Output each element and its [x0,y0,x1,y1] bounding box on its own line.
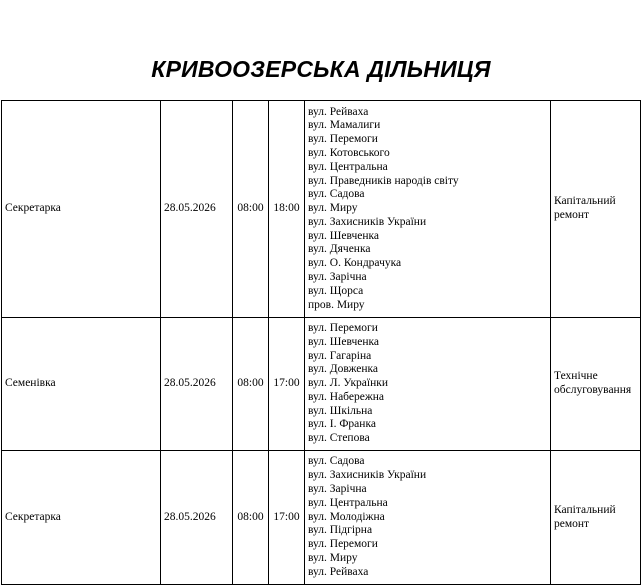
date-cell: 28.05.2026 [161,318,233,451]
street-item: вул. Зарічна [308,483,367,495]
street-item: вул. Садова [308,188,365,201]
street-item: вул. І. Франка [308,418,376,431]
street-item: вул. Рейваха [308,105,369,118]
street-item: вул. Садова [308,455,365,468]
street-item: вул. Центральна [308,160,388,173]
end-time-cell: 18:00 [269,101,305,318]
street-item: вул. Перемоги [308,538,378,551]
locality-cell: Семенівка [2,318,161,451]
table-row [2,451,641,585]
street-item: вул. Перемоги [308,321,378,334]
street-item: вул. Підгірна [308,524,373,537]
street-item: вул. Шкільна [308,404,373,417]
end-time-cell: 17:00 [269,318,305,451]
street-item: вул. Захисників України [308,469,427,482]
streets-cell [305,101,551,318]
street-item: вул. Дяченка [308,243,371,256]
street-item: вул. Довженка [308,363,379,376]
street-item: вул. Гагаріна [308,349,372,362]
locality-cell: Секретарка [2,451,161,585]
street-item: пров. Миру [308,298,365,311]
locality-cell: Секретарка [2,101,161,318]
date-cell: 28.05.2026 [161,101,233,318]
table-row [2,101,641,318]
street-item: вул. Рейваха [308,565,369,578]
street-item: вул. Центральна [308,496,388,509]
street-item: вул. Набережна [308,390,385,403]
street-item: вул. Шевченка [308,229,380,242]
outage-schedule-table [1,100,641,585]
street-item: вул. О. Кондрачука [308,257,402,270]
street-item: вул. Мамалиги [308,119,381,132]
page-title: КРИВООЗЕРСЬКА ДІЛЬНИЦЯ [151,56,491,82]
street-item: вул. Миру [308,202,358,215]
end-time-cell: 17:00 [269,451,305,585]
streets-cell [305,451,551,585]
street-item: вул. Л. Українки [308,377,388,390]
street-item: вул. Молодіжна [308,510,385,523]
start-time-cell: 08:00 [233,101,269,318]
streets-cell [305,318,551,451]
street-item: вул. Перемоги [308,133,378,146]
reason-cell: Капітальний ремонт [551,451,641,585]
street-item: вул. Щорса [308,284,364,297]
street-item: вул. Праведників народів світу [308,174,459,187]
reason-cell: Капітальний ремонт [551,101,641,318]
date-cell: 28.05.2026 [161,451,233,585]
start-time-cell: 08:00 [233,451,269,585]
street-item: вул. Степова [308,432,370,445]
street-item: вул. Шевченка [308,335,380,348]
reason-cell: Технічне обслуговування [551,318,641,451]
street-item: вул. Миру [308,551,358,564]
street-item: вул. Захисників України [308,215,427,228]
start-time-cell: 08:00 [233,318,269,451]
street-item: вул. Зарічна [308,271,367,284]
table-row [2,318,641,451]
street-item: вул. Котовського [308,146,390,159]
